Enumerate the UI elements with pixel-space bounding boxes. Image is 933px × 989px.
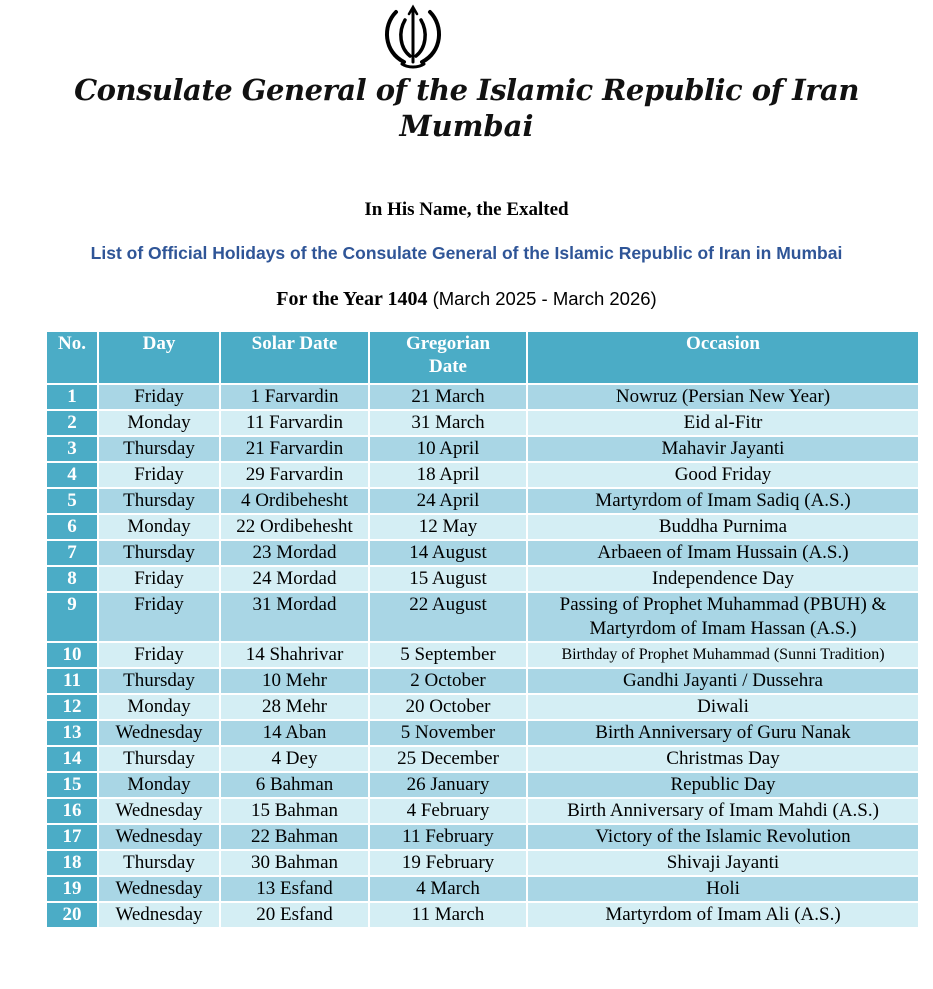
- row-day: Thursday: [99, 851, 219, 877]
- row-occasion: Independence Day: [528, 567, 918, 593]
- row-solar-date: 30 Bahman: [221, 851, 368, 877]
- row-day: Friday: [99, 593, 219, 643]
- table-row: [47, 747, 918, 773]
- row-gregorian-date: 11 February: [370, 825, 526, 851]
- table-row: [47, 515, 918, 541]
- row-solar-date: 11 Farvardin: [221, 411, 368, 437]
- row-solar-date: 15 Bahman: [221, 799, 368, 825]
- row-day: Wednesday: [99, 903, 219, 929]
- row-number: 7: [47, 541, 97, 567]
- row-day: Monday: [99, 773, 219, 799]
- row-gregorian-date: 18 April: [370, 463, 526, 489]
- row-number: 15: [47, 773, 97, 799]
- row-solar-date: 31 Mordad: [221, 593, 368, 643]
- table-row: [47, 385, 918, 411]
- row-number: 4: [47, 463, 97, 489]
- header-solar-date: Solar Date: [221, 332, 368, 385]
- header-no: No.: [47, 332, 97, 385]
- row-solar-date: 10 Mehr: [221, 669, 368, 695]
- row-solar-date: 4 Ordibehesht: [221, 489, 368, 515]
- row-occasion: Martyrdom of Imam Ali (A.S.): [528, 903, 918, 929]
- consulate-title: Consulate General of the Islamic Republic of Iran: [74, 73, 859, 107]
- row-solar-date: 14 Shahrivar: [221, 643, 368, 669]
- row-number: 1: [47, 385, 97, 411]
- header-gregorian-date: [370, 332, 526, 385]
- row-occasion: Birthday of Prophet Muhammad (Sunni Tradition): [528, 643, 918, 669]
- row-gregorian-date: 14 August: [370, 541, 526, 567]
- table-row: [47, 567, 918, 593]
- row-solar-date: 21 Farvardin: [221, 437, 368, 463]
- row-gregorian-date: 10 April: [370, 437, 526, 463]
- row-number: 16: [47, 799, 97, 825]
- row-occasion: Birth Anniversary of Guru Nanak: [528, 721, 918, 747]
- row-gregorian-date: 5 September: [370, 643, 526, 669]
- row-solar-date: 4 Dey: [221, 747, 368, 773]
- row-gregorian-date: 31 March: [370, 411, 526, 437]
- row-number: 12: [47, 695, 97, 721]
- row-number: 2: [47, 411, 97, 437]
- table-row: [47, 825, 918, 851]
- row-solar-date: 20 Esfand: [221, 903, 368, 929]
- row-occasion: Eid al-Fitr: [528, 411, 918, 437]
- row-solar-date: 6 Bahman: [221, 773, 368, 799]
- table-row: [47, 877, 918, 903]
- row-occasion: Birth Anniversary of Imam Mahdi (A.S.): [528, 799, 918, 825]
- row-number: 19: [47, 877, 97, 903]
- row-number: 13: [47, 721, 97, 747]
- row-day: Monday: [99, 695, 219, 721]
- row-gregorian-date: 20 October: [370, 695, 526, 721]
- row-solar-date: 22 Bahman: [221, 825, 368, 851]
- row-gregorian-date: 15 August: [370, 567, 526, 593]
- row-solar-date: 1 Farvardin: [221, 385, 368, 411]
- row-day: Wednesday: [99, 799, 219, 825]
- row-occasion: Mahavir Jayanti: [528, 437, 918, 463]
- row-gregorian-date: 19 February: [370, 851, 526, 877]
- row-solar-date: 24 Mordad: [221, 567, 368, 593]
- row-day: Friday: [99, 463, 219, 489]
- row-gregorian-date: 25 December: [370, 747, 526, 773]
- row-day: Thursday: [99, 489, 219, 515]
- row-day: Wednesday: [99, 721, 219, 747]
- header-day: Day: [99, 332, 219, 385]
- row-number: 8: [47, 567, 97, 593]
- year-range: (March 2025 - March 2026): [432, 288, 657, 309]
- row-occasion: Martyrdom of Imam Sadiq (A.S.): [528, 489, 918, 515]
- row-gregorian-date: 2 October: [370, 669, 526, 695]
- invocation-heading: In His Name, the Exalted: [364, 199, 569, 220]
- table-row: [47, 799, 918, 825]
- row-gregorian-date: 5 November: [370, 721, 526, 747]
- table-header-row: [47, 332, 918, 385]
- row-day: Friday: [99, 567, 219, 593]
- row-occasion-line1: Passing of Prophet Muhammad (PBUH) &: [559, 594, 887, 615]
- row-number: 18: [47, 851, 97, 877]
- row-gregorian-date: 12 May: [370, 515, 526, 541]
- row-number: 9: [47, 593, 97, 643]
- row-gregorian-date: 4 February: [370, 799, 526, 825]
- table-row: [47, 489, 918, 515]
- row-occasion-line2: Martyrdom of Imam Hassan (A.S.): [589, 618, 857, 639]
- row-occasion: Buddha Purnima: [528, 515, 918, 541]
- row-occasion: Arbaeen of Imam Hussain (A.S.): [528, 541, 918, 567]
- year-label: For the Year 1404: [276, 288, 428, 310]
- row-number: 6: [47, 515, 97, 541]
- row-occasion: Good Friday: [528, 463, 918, 489]
- table-row: [47, 411, 918, 437]
- row-occasion: Holi: [528, 877, 918, 903]
- list-title: List of Official Holidays of the Consulate General of the Islamic Republic of Iran in Mumbai: [90, 243, 843, 263]
- row-day: Friday: [99, 643, 219, 669]
- consulate-city: Mumbai: [399, 109, 534, 143]
- row-occasion: Shivaji Jayanti: [528, 851, 918, 877]
- row-gregorian-date: 21 March: [370, 385, 526, 411]
- row-solar-date: 22 Ordibehesht: [221, 515, 368, 541]
- row-day: Wednesday: [99, 877, 219, 903]
- row-number: 5: [47, 489, 97, 515]
- table-row: [47, 773, 918, 799]
- row-number: 17: [47, 825, 97, 851]
- table-row: [47, 437, 918, 463]
- header-gregorian-line2: Date: [429, 356, 467, 377]
- row-solar-date: 29 Farvardin: [221, 463, 368, 489]
- table-row: [47, 669, 918, 695]
- row-occasion: Gandhi Jayanti / Dussehra: [528, 669, 918, 695]
- row-number: 3: [47, 437, 97, 463]
- row-gregorian-date: 11 March: [370, 903, 526, 929]
- year-line: [0, 288, 933, 311]
- row-day: Monday: [99, 515, 219, 541]
- row-number: 14: [47, 747, 97, 773]
- row-gregorian-date: 24 April: [370, 489, 526, 515]
- table-row: [47, 463, 918, 489]
- row-occasion: Christmas Day: [528, 747, 918, 773]
- row-day: Thursday: [99, 747, 219, 773]
- header-occasion: Occasion: [528, 332, 918, 385]
- row-gregorian-date: 4 March: [370, 877, 526, 903]
- row-number: 10: [47, 643, 97, 669]
- table-row: [47, 851, 918, 877]
- row-day: Thursday: [99, 669, 219, 695]
- row-gregorian-date: 26 January: [370, 773, 526, 799]
- table-row: [47, 593, 918, 643]
- row-day: Wednesday: [99, 825, 219, 851]
- iran-emblem-icon: [378, 4, 448, 70]
- row-day: Monday: [99, 411, 219, 437]
- row-day: Friday: [99, 385, 219, 411]
- row-occasion: [528, 593, 918, 643]
- row-gregorian-date: 22 August: [370, 593, 526, 643]
- row-solar-date: 23 Mordad: [221, 541, 368, 567]
- table-row: [47, 695, 918, 721]
- row-solar-date: 14 Aban: [221, 721, 368, 747]
- row-occasion: Republic Day: [528, 773, 918, 799]
- table-row: [47, 903, 918, 929]
- row-occasion: Victory of the Islamic Revolution: [528, 825, 918, 851]
- row-number: 11: [47, 669, 97, 695]
- holidays-table: [45, 332, 920, 929]
- table-row: [47, 541, 918, 567]
- row-occasion: Diwali: [528, 695, 918, 721]
- row-solar-date: 28 Mehr: [221, 695, 368, 721]
- row-day: Thursday: [99, 541, 219, 567]
- row-day: Thursday: [99, 437, 219, 463]
- table-row: [47, 643, 918, 669]
- header-gregorian-line1: Gregorian: [405, 333, 491, 354]
- row-occasion: Nowruz (Persian New Year): [528, 385, 918, 411]
- table-row: [47, 721, 918, 747]
- row-solar-date: 13 Esfand: [221, 877, 368, 903]
- row-number: 20: [47, 903, 97, 929]
